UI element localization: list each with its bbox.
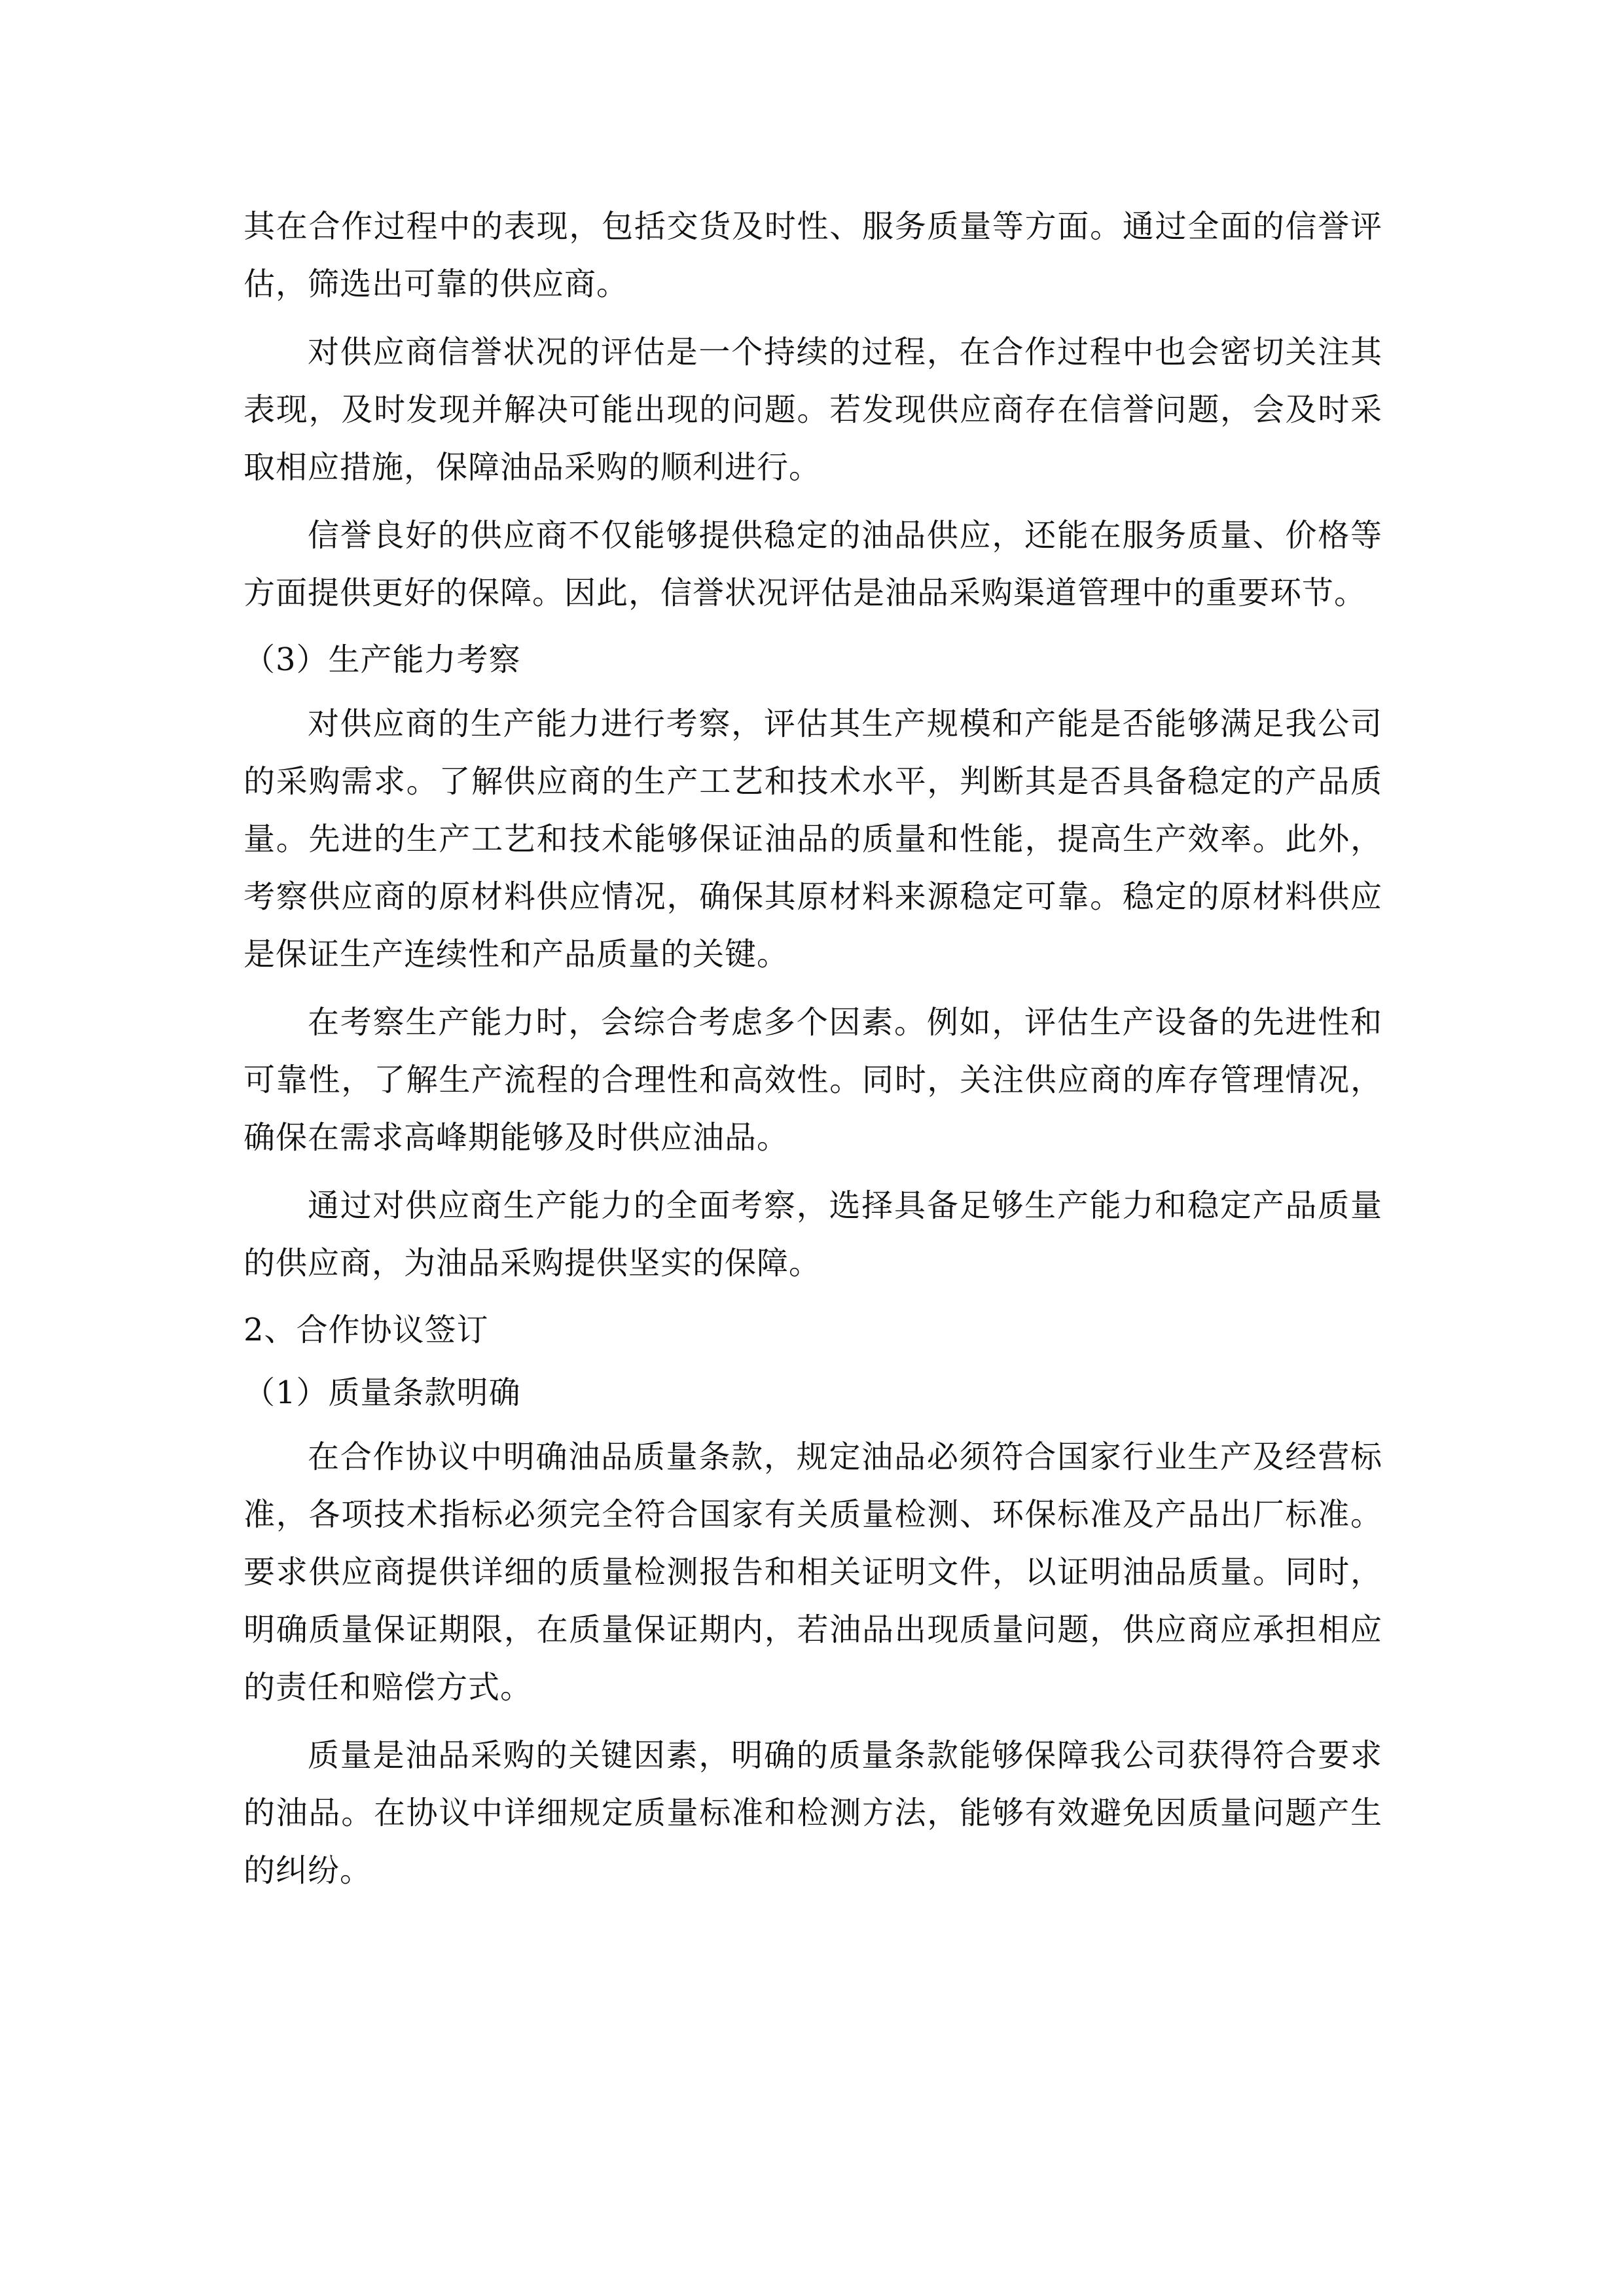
- paragraph-production-factors: 在考察生产能力时，会综合考虑多个因素。例如，评估生产设备的先进性和可靠性，了解生产流程的合理性和高效性。同时，关注供应商的库存管理情况，确保在需求高峰期能够及时供应油品。: [244, 1004, 1382, 1156]
- heading-quality-clauses: （1）质量条款明确: [244, 1374, 521, 1411]
- heading-production-capacity: （3）生产能力考察: [244, 641, 521, 678]
- heading-agreement-signing: 2、合作协议签订: [244, 1312, 489, 1348]
- paragraph-production-assessment: 对供应商的生产能力进行考察，评估其生产规模和产能是否能够满足我公司的采购需求。了解供应商的生产工艺和技术水平，判断其是否具备稳定的产品质量。先进的生产工艺和技术能够保证油品的质量和性能，提高生产效率。此外，考察供应商的原材料供应情况，确保其原材料来源稳定可靠。稳定的原材料供应是保证生产连续性和产品质量的关键。: [244, 706, 1382, 973]
- paragraph-credit-ongoing: 对供应商信誉状况的评估是一个持续的过程，在合作过程中也会密切关注其表现，及时发现并解决可能出现的问题。若发现供应商存在信誉问题，会及时采取相应措施，保障油品采购的顺利进行。: [244, 334, 1382, 486]
- paragraph-credit-eval-continued: 其在合作过程中的表现，包括交货及时性、服务质量等方面。通过全面的信誉评估，筛选出可靠的供应商。: [244, 208, 1382, 302]
- paragraph-production-summary: 通过对供应商生产能力的全面考察，选择具备足够生产能力和稳定产品质量的供应商，为油品采购提供坚实的保障。: [244, 1187, 1382, 1282]
- page-body: [244, 198, 1382, 1910]
- paragraph-quality-clauses: 在合作协议中明确油品质量条款，规定油品必须符合国家行业生产及经营标准，各项技术指标必须完全符合国家有关质量检测、环保标准及产品出厂标准。要求供应商提供详细的质量检测报告和相关证明文件，以证明油品质量。同时，明确质量保证期限，在质量保证期内，若油品出现质量问题，供应商应承担相应的责任和赔偿方式。: [244, 1439, 1382, 1706]
- paragraph-credit-importance: 信誉良好的供应商不仅能够提供稳定的油品供应，还能在服务质量、价格等方面提供更好的保障。因此，信誉状况评估是油品采购渠道管理中的重要环节。: [244, 517, 1382, 611]
- paragraph-quality-importance: 质量是油品采购的关键因素，明确的质量条款能够保障我公司获得符合要求的油品。在协议中详细规定质量标准和检测方法，能够有效避免因质量问题产生的纠纷。: [244, 1737, 1382, 1889]
